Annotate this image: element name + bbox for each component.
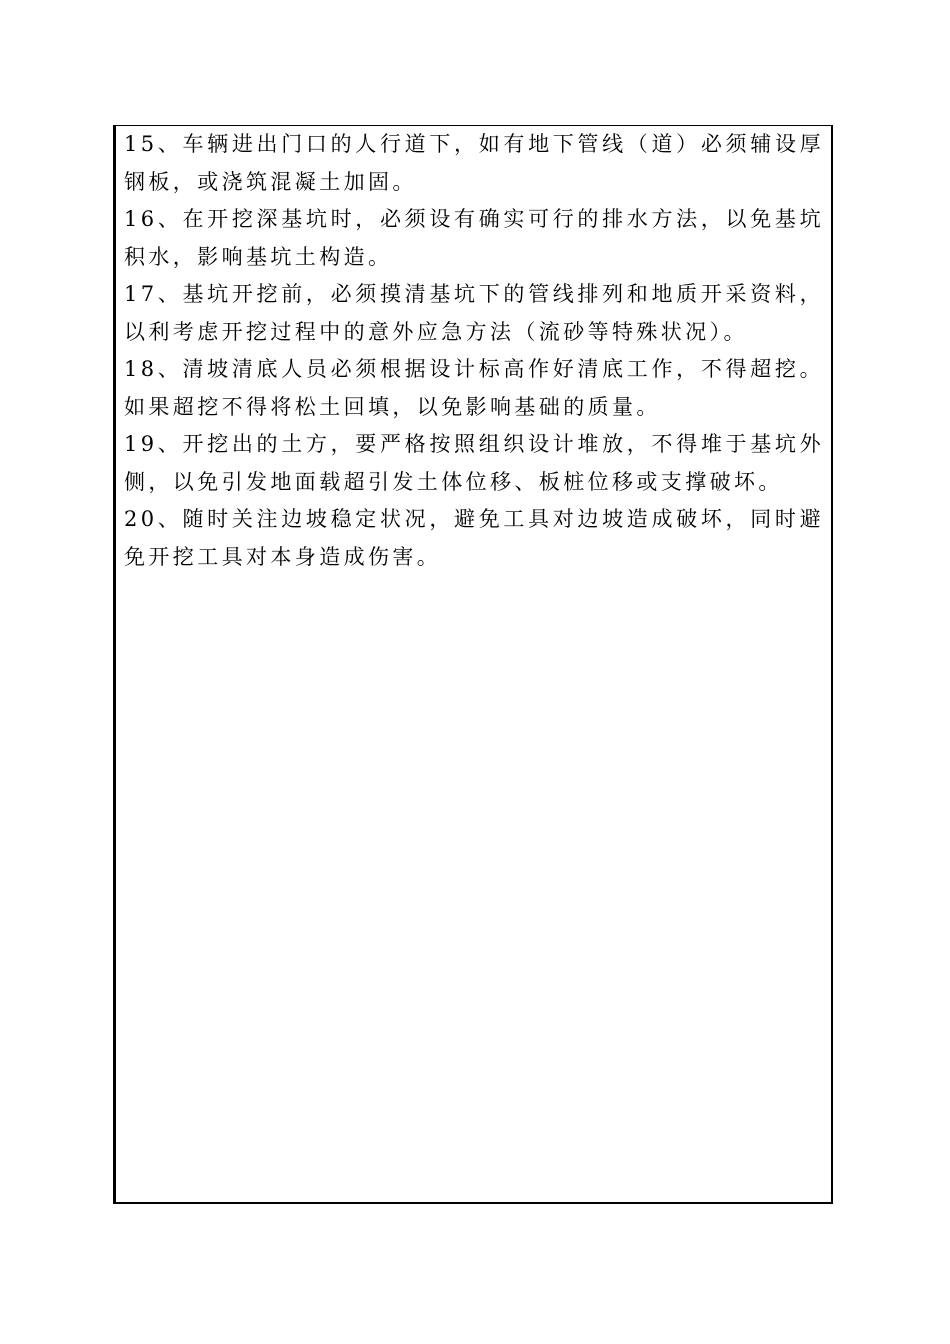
list-item-16: 16、在开挖深基坑时，必须设有确实可行的排水方法，以免基坑积水，影响基坑土构造。: [124, 207, 824, 269]
list-item-18: 18、清坡清底人员必须根据设计标高作好清底工作，不得超挖。如果超挖不得将松土回填，以免影响基础的质量。: [124, 357, 824, 419]
list-item-17: 17、基坑开挖前，必须摸清基坑下的管线排列和地质开采资料，以利考虑开挖过程中的意外应急方法（流砂等特殊状况）。: [124, 282, 824, 344]
document-content: [124, 126, 824, 576]
list-item-20: 20、随时关注边坡稳定状况，避免工具对边坡造成破坏，同时避免开挖工具对本身造成伤害。: [124, 507, 824, 569]
document-table-cell: [113, 125, 833, 1204]
list-item-19: 19、开挖出的土方，要严格按照组织设计堆放，不得堆于基坑外侧，以免引发地面载超引发土体位移、板桩位移或支撑破坏。: [124, 432, 824, 494]
list-item-15: 15、车辆进出门口的人行道下，如有地下管线（道）必须辅设厚钢板，或浇筑混凝土加固。: [124, 132, 824, 194]
